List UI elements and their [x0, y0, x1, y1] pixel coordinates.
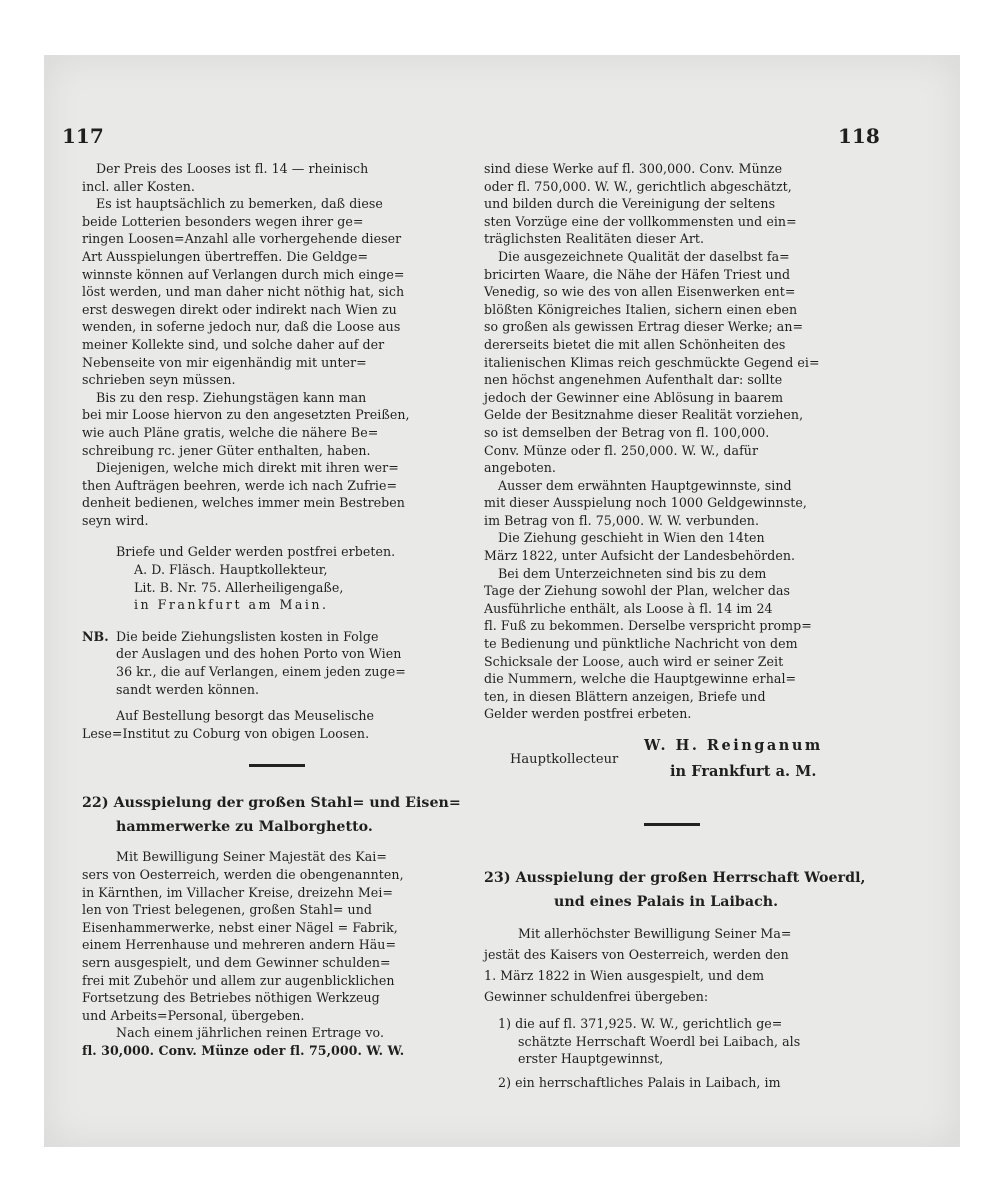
text-line: ten, in diesen Blättern anzeigen, Briefe und	[484, 688, 766, 704]
text-line: Schicksale der Loose, auch wird er seiner Zeit	[484, 653, 784, 669]
text-line: Es ist hauptsächlich zu bemerken, daß diese	[96, 196, 383, 212]
text-line: 2) ein herrschaftliches Palais in Laibach, im	[498, 1074, 781, 1090]
paragraph	[484, 248, 884, 477]
text-line: mit dieser Ausspielung noch 1000 Geldgewinnste,	[484, 495, 807, 511]
nb-note	[82, 628, 472, 698]
text-line: Gelde der Besitznahme dieser Realität vorziehen,	[484, 407, 804, 423]
paragraph	[484, 923, 884, 1007]
signature-place: in Frankfurt a. M.	[670, 763, 817, 780]
text-line: frei mit Zubehör und allem zur augenblicklichen	[82, 972, 395, 988]
text-line: Mit allerhöchster Bewilligung Seiner Ma=	[518, 926, 792, 941]
text-line: winnste können auf Verlangen durch mich einge=	[82, 266, 405, 282]
text-line: schreibung rc. jener Güter enthalten, haben.	[82, 442, 371, 458]
text-line: ringen Loosen=Anzahl alle vorhergehende dieser	[82, 231, 402, 247]
text-line: Mit Bewilligung Seiner Majestät des Kai=	[116, 849, 387, 865]
collector-notice	[82, 543, 472, 613]
text-line: Die beide Ziehungslisten kosten in Folge	[116, 628, 379, 644]
paragraph	[484, 565, 884, 723]
text-line: Venedig, so wie des von allen Eisenwerken ent=	[484, 284, 796, 300]
paragraph	[82, 1024, 472, 1059]
text-line: Diejenigen, welche mich direkt mit ihren wer=	[96, 460, 399, 476]
text-line: Gelder werden postfrei erbeten.	[484, 706, 692, 722]
text-line: angeboten.	[484, 460, 556, 476]
text-line: und bilden durch die Vereinigung der seltens	[484, 196, 776, 212]
text-line: fl. 30,000. Conv. Münze oder fl. 75,000. W. W.	[82, 1042, 405, 1058]
paragraph	[82, 459, 472, 529]
text-line: Ausführliche enthält, als Loose à fl. 14 im 24	[484, 600, 773, 616]
text-line: jedoch der Gewinner eine Ablösung in baarem	[484, 389, 784, 405]
text-line: Nach einem jährlichen reinen Ertrage vo.	[116, 1025, 384, 1041]
text-line: Lese=Institut zu Coburg von obigen Loosen.	[82, 725, 370, 741]
text-line: bei mir Loose hiervon zu den angesetzten Preißen,	[82, 407, 410, 423]
section-22-heading	[82, 791, 472, 839]
text-line: incl. aller Kosten.	[82, 178, 195, 194]
price-note	[82, 160, 472, 195]
heading-line: und eines Palais in Laibach.	[554, 894, 779, 910]
text-line: Bis zu den resp. Ziehungstägen kann man	[96, 389, 367, 405]
text-line: then Aufträgen beehren, werde ich nach Zufrie=	[82, 477, 398, 493]
page-number-left: 117	[62, 124, 104, 148]
text-line: nen höchst angenehmen Aufenthalt dar: sollte	[484, 372, 783, 388]
text-line: in Frankfurt am Main.	[134, 597, 329, 613]
text-line: seyn wird.	[82, 512, 149, 528]
text-line: Der Preis des Looses ist fl. 14 — rheinisch	[96, 161, 369, 176]
text-line: Art Ausspielungen übertreffen. Die Geldge=	[82, 248, 369, 264]
text-line: beide Lotterien besonders wegen ihrer ge=	[82, 213, 364, 229]
text-line: Die ausgezeichnete Qualität der daselbst fa=	[498, 248, 790, 264]
heading-line: hammerwerke zu Malborghetto.	[116, 819, 373, 836]
list-item	[484, 1074, 884, 1092]
text-line: erster Hauptgewinnst,	[518, 1051, 664, 1067]
text-line: Lit. B. Nr. 75. Allerheiligengaße,	[134, 579, 344, 595]
text-line: sern ausgespielt, und dem Gewinner schulden=	[82, 954, 391, 970]
text-line: sandt werden können.	[116, 681, 260, 697]
text-line: jestät des Kaisers von Oesterreich, werden den	[484, 947, 789, 962]
text-line: meiner Kollekte sind, und solche daher auf der	[82, 336, 385, 352]
text-line: in Kärnthen, im Villacher Kreise, dreizehn Mei=	[82, 884, 393, 900]
order-note	[82, 707, 472, 742]
text-line: 1) die auf fl. 371,925. W. W., gerichtlich ge=	[498, 1016, 783, 1031]
nb-label: NB.	[82, 628, 109, 644]
left-column	[82, 160, 472, 1060]
text-line: Bei dem Unterzeichneten sind bis zu dem	[498, 565, 767, 581]
text-line: die Nummern, welche die Hauptgewinne erhal=	[484, 671, 797, 687]
text-line: Briefe und Gelder werden postfrei erbeten.	[116, 544, 396, 560]
signature-title: Hauptkollecteur	[510, 752, 619, 767]
text-line: denheit bedienen, welches immer mein Bestreben	[82, 495, 405, 511]
text-line: und Arbeits=Personal, übergeben.	[82, 1007, 305, 1023]
text-line: einem Herrenhause und mehreren andern Häu=	[82, 937, 397, 953]
text-line: Ausser dem erwähnten Hauptgewinnste, sind	[498, 477, 792, 493]
section-23-heading	[484, 866, 884, 914]
paragraph	[484, 477, 884, 530]
text-line: fl. Fuß zu bekommen. Derselbe verspricht promp=	[484, 618, 812, 634]
text-line: der Auslagen und des hohen Porto von Wien	[116, 646, 402, 662]
paragraph	[484, 160, 884, 248]
text-line: Eisenhammerwerke, nebst einer Nägel = Fabrik,	[82, 919, 398, 935]
paragraph	[484, 529, 884, 564]
paragraph	[82, 848, 472, 1024]
paragraph	[82, 389, 472, 459]
text-line: sind diese Werke auf fl. 300,000. Conv. Münze	[484, 161, 783, 176]
heading-line: 22) Ausspielung der großen Stahl= und Eisen=	[82, 795, 461, 812]
text-line: te Bedienung und pünktliche Nachricht von dem	[484, 636, 798, 652]
text-line: so ist demselben der Betrag von fl. 100,000.	[484, 424, 770, 440]
text-line: Tage der Ziehung sowohl der Plan, welcher das	[484, 583, 791, 599]
text-line: bricirten Waare, die Nähe der Häfen Triest und	[484, 266, 791, 282]
text-line: im Betrag von fl. 75,000. W. W. verbunden.	[484, 512, 760, 528]
text-line: schrieben seyn müssen.	[82, 372, 236, 388]
signature-block	[484, 737, 884, 789]
text-line: löst werden, und man daher nicht nöthig hat, sich	[82, 284, 405, 300]
text-line: len von Triest belegenen, großen Stahl= und	[82, 902, 372, 918]
text-line: schätzte Herrschaft Woerdl bei Laibach, als	[518, 1033, 801, 1049]
text-line: so großen als gewissen Ertrag dieser Werke; an=	[484, 319, 804, 335]
text-line: Fortsetzung des Betriebes nöthigen Werkzeug	[82, 990, 380, 1006]
text-line: März 1822, unter Aufsicht der Landesbehörden.	[484, 548, 796, 564]
text-line: sten Vorzüge eine der vollkommensten und ein=	[484, 213, 797, 229]
right-column	[484, 160, 884, 1091]
text-line: oder fl. 750,000. W. W., gerichtlich abgeschätzt,	[484, 178, 792, 194]
text-line: wenden, in soferne jedoch nur, daß die Loose aus	[82, 319, 401, 335]
text-line: träglichsten Realitäten dieser Art.	[484, 231, 705, 247]
text-line: erst deswegen direkt oder indirekt nach Wien zu	[82, 301, 397, 317]
text-line: italienischen Klimas reich geschmückte Gegend ei=	[484, 354, 820, 370]
text-line: blößten Königreiches Italien, sichern einen eben	[484, 301, 798, 317]
signature-name: W. H. Reinganum	[644, 737, 823, 754]
heading-line: 23) Ausspielung der großen Herrschaft Woerdl,	[484, 870, 866, 886]
text-line: Conv. Münze oder fl. 250,000. W. W., dafür	[484, 442, 759, 458]
text-line: Gewinner schuldenfrei übergeben:	[484, 989, 709, 1004]
text-line: sers von Oesterreich, werden die obengenannten,	[82, 867, 404, 882]
text-line: dererseits bietet die mit allen Schönheiten des	[484, 336, 786, 352]
text-line: 36 kr., die auf Verlangen, einem jeden zuge=	[116, 664, 406, 680]
text-line: Nebenseite von mir eigenhändig mit unter=	[82, 354, 367, 370]
page-number-right: 118	[838, 124, 880, 148]
list-item	[484, 1015, 884, 1068]
text-line: Die Ziehung geschieht in Wien den 14ten	[498, 530, 765, 546]
paragraph	[82, 195, 472, 389]
text-line: A. D. Fläsch. Hauptkollekteur,	[134, 562, 328, 578]
text-line: wie auch Pläne gratis, welche die nähere Be=	[82, 424, 379, 440]
text-line: 1. März 1822 in Wien ausgespielt, und dem	[484, 968, 765, 983]
text-line: Auf Bestellung besorgt das Meuselische	[116, 708, 375, 724]
